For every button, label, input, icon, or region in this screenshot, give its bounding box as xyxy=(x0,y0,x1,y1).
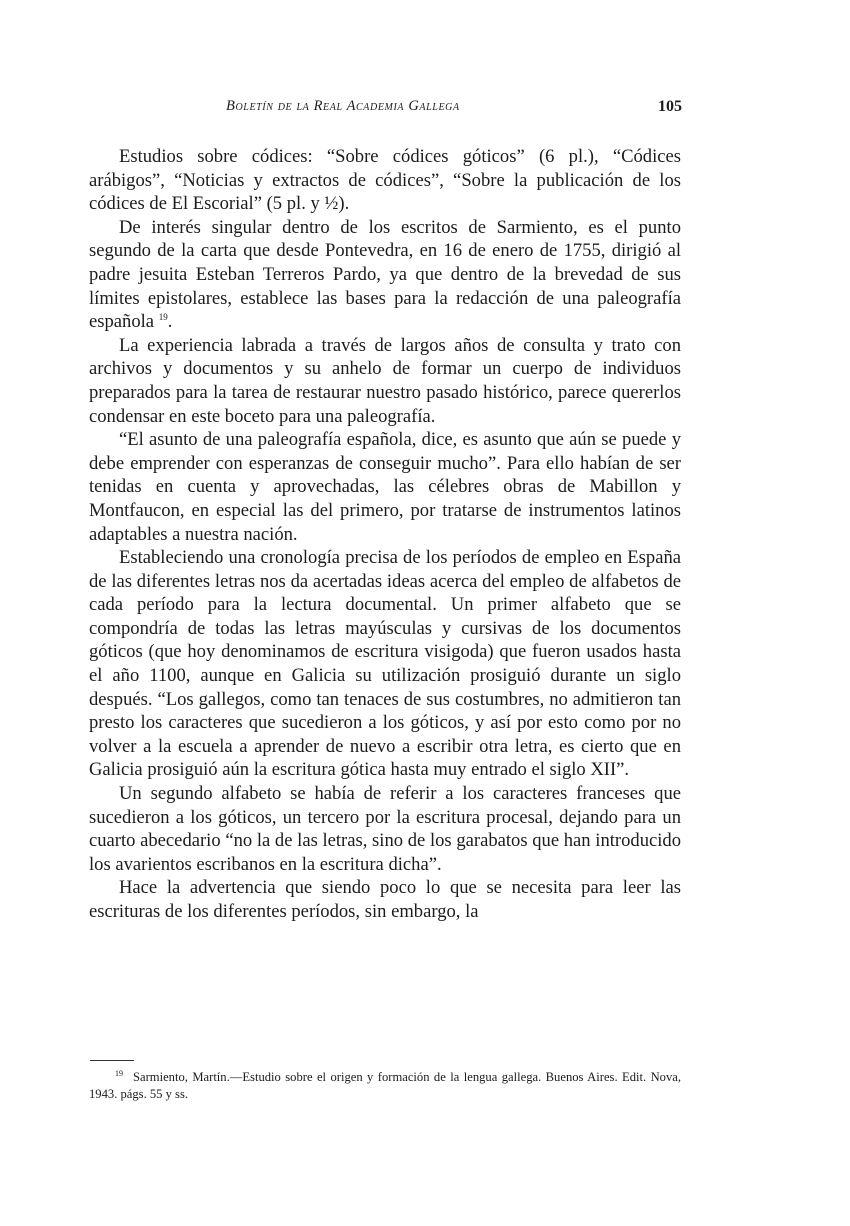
running-title: Boletín de la Real Academia Gallega xyxy=(226,98,460,114)
paragraph xyxy=(89,216,681,334)
paragraph: Hace la advertencia que siendo poco lo que se necesita para leer las escrituras de los diferentes períodos, sin embargo, la xyxy=(89,877,681,922)
paragraph: Estableciendo una cronología precisa de los períodos de empleo en España de las diferentes letras nos da acertadas ideas acerca del empleo de alfabetos de cada período para la lectura documental. Un primer alfabeto que se compondría de todas las letras mayúsculas y cursivas de los documentos góticos (que hoy denominamos de escritura visigoda) que fueron usados hasta el año 1100, aunque en Galicia su utilización prosiguió durante un siglo después. “Los gallegos, como tan tenaces de sus costumbres, no admitieron tan presto los caracteres que sucedieron a los góticos, y así por esto como por no volver a la escuela a aprender de nuevo a escribir otra letra, es cierto que en Galicia prosiguió aún la escritura gótica hasta muy entrado el siglo XII”. xyxy=(89,547,681,781)
running-head xyxy=(90,98,682,120)
footnote-rule xyxy=(90,1060,134,1061)
paragraph: La experiencia labrada a través de largos años de consulta y trato con archivos y documentos y su anhelo de formar un cuerpo de individuos preparados para la tarea de restaurar nuestro pasado histórico, parece quererlos condensar en este boceto para una paleografía. xyxy=(89,334,681,427)
footnote-reference[interactable]: 19 xyxy=(158,311,168,322)
footnote-text: Sarmiento, Martín.—Estudio sobre el origen y formación de la lengua gallega. Buenos Aires. Edit. Nova, 1943. págs. 55 y ss. xyxy=(89,1070,681,1101)
footnote xyxy=(89,1065,681,1103)
paragraph-end-punctuation: . xyxy=(167,311,173,333)
body-text xyxy=(89,145,681,924)
paragraph: Un segundo alfabeto se había de referir a los caracteres franceses que sucedieron a los góticos, un tercero por la escritura procesal, dejando para un cuarto abecedario “no la de las letras, sino de los garabatos que han introducido los avarientos escribanos en la escritura dicha”. xyxy=(89,783,681,875)
page-number: 105 xyxy=(658,98,682,115)
paragraph: Estudios sobre códices: “Sobre códices góticos” (6 pl.), “Códices arábigos”, “Noticias y extractos de códices”, “Sobre la publicación de los códices de El Escorial” (5 pl. y ½). xyxy=(89,146,681,215)
paragraph: “El asunto de una paleografía española, dice, es asunto que aún se puede y debe emprender con esperanzas de conseguir mucho”. Para ello habían de ser tenidas en cuenta y aprovechadas, las célebres obras de Mabillon y Montfaucon, en especial las del primero, por tratarse de instrumentos latinos adaptables a nuestra nación. xyxy=(89,429,681,545)
paragraph-text: De interés singular dentro de los escritos de Sarmiento, es el punto segundo de la carta que desde Pontevedra, en 16 de enero de 1755, dirigió al padre jesuita Esteban Terreros Pardo, ya que dentro de la brevedad de sus límites epistolares, establece las bases para la redacción de una paleografía española xyxy=(89,216,681,333)
footnote-marker: 19 xyxy=(115,1069,123,1078)
